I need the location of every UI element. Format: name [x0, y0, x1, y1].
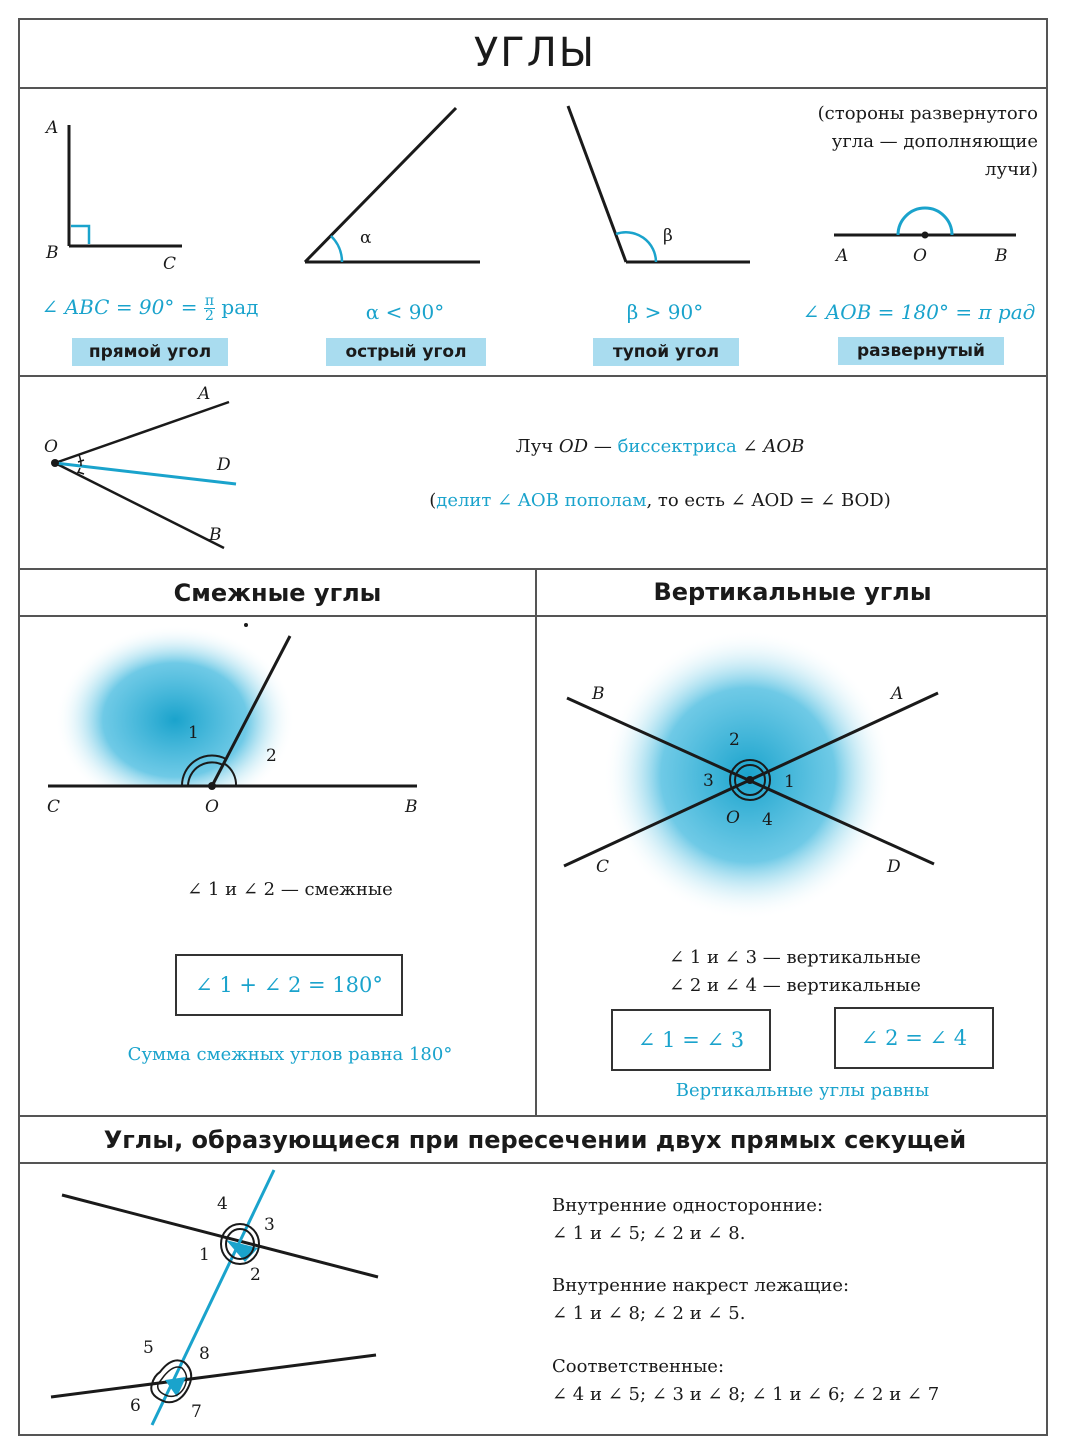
point-label: O: [913, 246, 927, 266]
alpha-label: α: [360, 228, 372, 248]
angle-number: 7: [191, 1402, 202, 1422]
angle-number: 5: [143, 1338, 154, 1358]
acute-angle-figure: [305, 108, 480, 262]
adjacent-formula-box: ∠ 1 + ∠ 2 = 180°: [175, 954, 403, 1016]
angle-number: 1: [784, 772, 795, 792]
point-label: B: [995, 246, 1008, 266]
vertical-heading: Вертикальные углы: [653, 578, 932, 606]
angle-number: 2: [250, 1265, 261, 1285]
page-title: УГЛЫ: [473, 30, 597, 76]
right-angle-tag: прямой угол: [72, 338, 228, 366]
right-angle-mark-icon: [71, 226, 89, 244]
point-label: B: [46, 243, 59, 263]
right-angle-figure: [69, 125, 182, 246]
angle-number: 2: [729, 730, 740, 750]
vertical-rule: Вертикальные углы равны: [675, 1080, 930, 1101]
bisector-explanation: (делит ∠ AOB пополам, то есть ∠ AOD = ∠ BOD): [429, 490, 891, 511]
obtuse-angle-tag: тупой угол: [593, 338, 739, 366]
point-label: A: [836, 246, 849, 266]
vertical-formula-box: ∠ 2 = ∠ 4: [834, 1007, 994, 1069]
transversal-heading: Углы, образующиеся при пересечении двух прямых секущей: [103, 1126, 967, 1154]
point-label: C: [47, 797, 61, 817]
acute-angle-tag: острый угол: [326, 338, 486, 366]
adjacent-rule: Сумма смежных углов равна 180°: [127, 1044, 453, 1065]
straight-angle-figure: [834, 208, 1016, 239]
right-angle-formula: ∠ ABC = 90° = $\frac{\pi}{2}$ рад: [41, 293, 259, 324]
point-label: O: [44, 437, 58, 457]
point-label: A: [891, 684, 904, 704]
point-label: D: [887, 857, 901, 877]
point-label: B: [405, 797, 418, 817]
angle-number: 3: [703, 771, 714, 791]
transversal-figure: [51, 1170, 378, 1425]
point-label: D: [217, 455, 231, 475]
adjacent-heading: Смежные углы: [173, 579, 382, 607]
acute-arc-icon: [331, 236, 342, 262]
straight-angle-tag: развернутый: [838, 337, 1004, 365]
straight-angle-note: (стороны развернутого угла — дополняющие лучи): [817, 103, 1038, 180]
point-label: B: [592, 684, 605, 704]
vertical-angles-figure: [564, 630, 938, 920]
angle-number: 4: [217, 1194, 228, 1214]
point-label: O: [726, 808, 740, 828]
angle-number: 6: [130, 1396, 141, 1416]
point-label: C: [163, 254, 177, 274]
vertical-formula-box: ∠ 1 = ∠ 3: [611, 1009, 771, 1071]
point-label: B: [209, 525, 222, 545]
acute-formula: α < 90°: [365, 300, 445, 324]
bisector-definition: Луч OD — биссектриса ∠ AOB: [515, 436, 805, 457]
point-label: A: [198, 384, 211, 404]
adjacent-statement: ∠ 1 и ∠ 2 — смежные: [187, 879, 393, 900]
angle-number: 3: [264, 1215, 275, 1235]
straight-formula: ∠ AOB = 180° = π рад: [802, 300, 1036, 324]
angle-number: 4: [762, 810, 773, 830]
point-label: C: [596, 857, 610, 877]
obtuse-formula: β > 90°: [626, 300, 704, 324]
one-sided-interior-group: Внутренние односторонние: ∠ 1 и ∠ 5; ∠ 2 и ∠ 8.: [552, 1195, 824, 1244]
angle-number: 1: [199, 1245, 210, 1265]
corresponding-group: Соответственные: ∠ 4 и ∠ 5; ∠ 3 и ∠ 8; ∠ 1 и ∠ 6; ∠ 2 и ∠ 7: [552, 1356, 940, 1405]
angle-number: 2: [266, 746, 277, 766]
alternate-interior-group: Внутренние накрест лежащие: ∠ 1 и ∠ 8; ∠ 2 и ∠ 5.: [552, 1275, 850, 1324]
point-label: O: [205, 797, 219, 817]
angle-number: 1: [188, 723, 199, 743]
point-label: A: [46, 118, 59, 138]
beta-label: β: [663, 226, 673, 246]
obtuse-angle-figure: [568, 106, 750, 262]
angle-number: 8: [199, 1344, 210, 1364]
adjacent-angles-figure: [48, 623, 430, 827]
vertical-statements: ∠ 1 и ∠ 3 — вертикальные ∠ 2 и ∠ 4 — вертикальные: [669, 947, 921, 996]
